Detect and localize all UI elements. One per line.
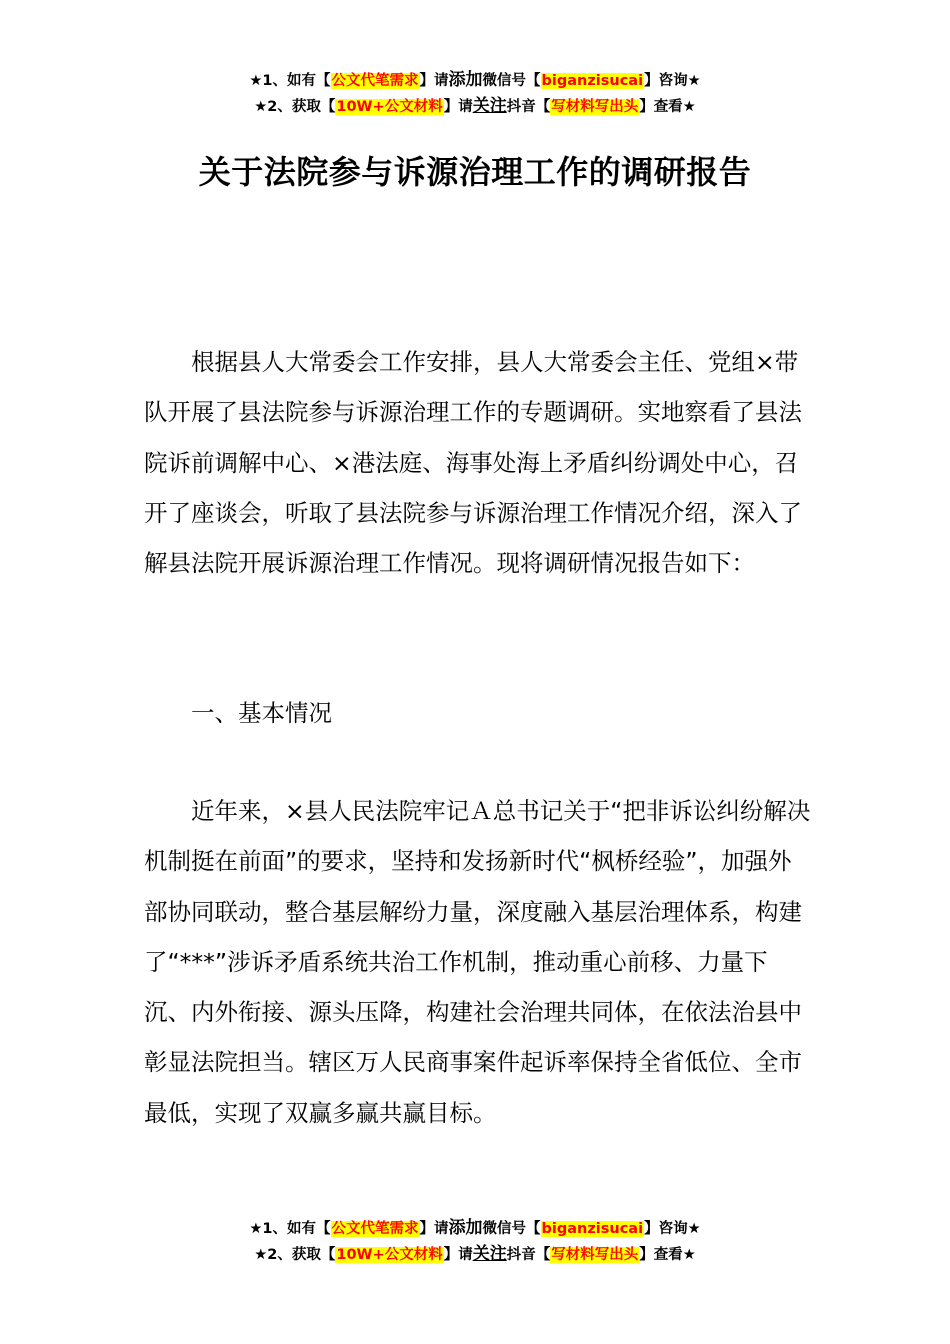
header-ad-banner (0, 68, 950, 120)
ad-line-1 (0, 68, 950, 94)
ad-line-2 (0, 94, 950, 120)
ad-emphasis: 添加 (448, 1218, 483, 1238)
ad-text: 】请 (419, 73, 449, 89)
ad-text: 】咨询★ (644, 73, 701, 89)
ad-highlight-service: 公文代笔需求 (331, 1221, 419, 1237)
ad-emphasis: 添加 (448, 70, 483, 90)
ad-text: ★1、如有【 (249, 73, 331, 89)
footer-ad-banner (0, 1216, 950, 1268)
ad-highlight-wechat-id: biganzisucai (541, 1221, 644, 1237)
ad-line-2 (0, 1242, 950, 1268)
ad-text: 】请 (443, 99, 473, 115)
body-paragraph-1: 根据县人大常委会工作安排，县人大常委会主任、党组×带队开展了县法院参与诉源治理工作的专题调研。实地察看了县法院诉前调解中心、×港法庭、海事处海上矛盾纠纷调处中心，召开了座谈会，听取了县法院参与诉源治理工作情况介绍，深入了解县法院开展诉源治理工作情况。现将调研情况报告如下： (144, 348, 802, 578)
ad-highlight-materials: 10W+公文材料 (336, 1247, 443, 1263)
ad-highlight-service: 公文代笔需求 (331, 73, 419, 89)
ad-emphasis: 关注 (472, 96, 507, 116)
ad-text: ★1、如有【 (249, 1221, 331, 1237)
ad-emphasis: 关注 (472, 1244, 507, 1264)
ad-text: 抖音【 (506, 99, 551, 115)
ad-text: 】请 (443, 1247, 473, 1263)
ad-text: ★2、获取【 (254, 1247, 336, 1263)
body-paragraph-2: 近年来，×县人民法院牢记Ａ总书记关于“把非诉讼纠纷解决机制挺在前面”的要求，坚持和发扬新时代“枫桥经验”，加强外部协同联动，整合基层解纷力量，深度融入基层治理体系，构建了“***”涉诉矛盾系统共治工作机制，推动重心前移、力量下沉、内外衔接、源头压降，构建社会治理共同体，在依法治县中彰显法院担当。辖区万人民商事案件起诉率保持全省低位、全市最低，实现了双赢多赢共赢目标。 (144, 797, 811, 1127)
ad-highlight-wechat-id: biganzisucai (541, 73, 644, 89)
ad-line-1 (0, 1216, 950, 1242)
ad-text: 微信号【 (482, 1221, 541, 1237)
ad-highlight-douyin: 写材料写出头 (551, 1247, 639, 1263)
ad-text: ★2、获取【 (254, 99, 336, 115)
section-heading-1: 一、基本情况 (191, 699, 332, 727)
ad-text: 】请 (419, 1221, 449, 1237)
ad-text: 抖音【 (506, 1247, 551, 1263)
ad-text: 】咨询★ (644, 1221, 701, 1237)
ad-text: 】查看★ (639, 1247, 696, 1263)
ad-text: 】查看★ (639, 99, 696, 115)
ad-highlight-materials: 10W+公文材料 (336, 99, 443, 115)
document-title: 关于法院参与诉源治理工作的调研报告 (198, 153, 752, 191)
ad-highlight-douyin: 写材料写出头 (551, 99, 639, 115)
ad-text: 微信号【 (482, 73, 541, 89)
